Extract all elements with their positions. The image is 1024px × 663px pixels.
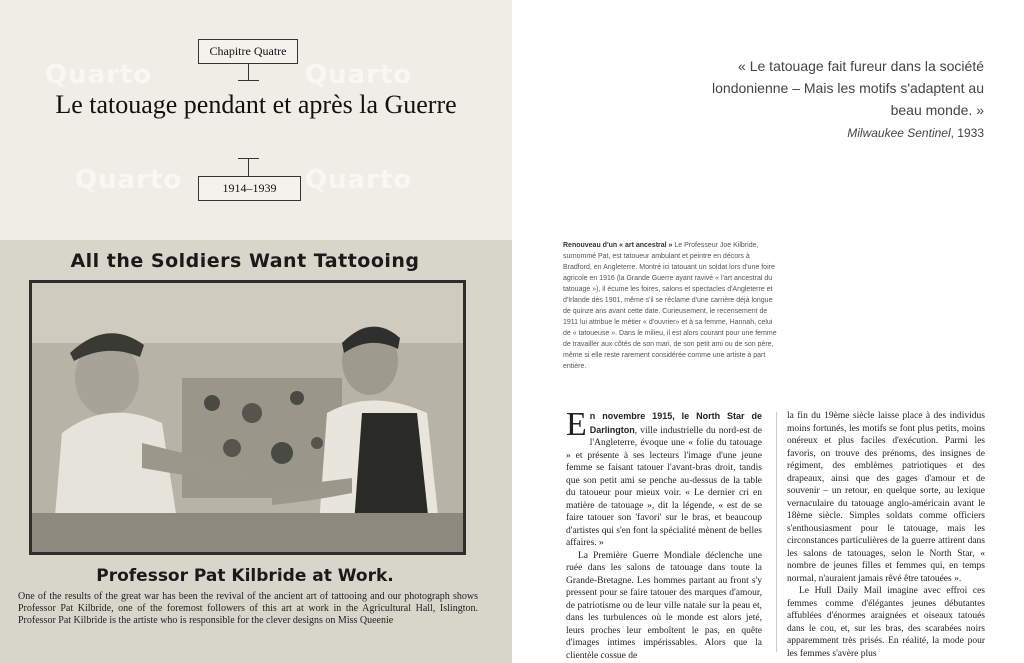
body-paragraph: la fin du 19ème siècle laisse place à des individus moins fortunés, les motifs se font plus petits, moins onéreux et plus faciles d'exécution. Parmi les favoris, on trouve des prénoms, des insignes de régiment, des emblèmes patriotiques et des drapeaux, ainsi que des gages d'amour et de souvenir – un retour, en quelque sorte, au lexique vernaculaire du tatouage anglo-américain avant le 18ème siècle. Simples soldats comme officiers s'enthousiasment pour le tatouage, mais les circonstances particulières de la guerre attirent dans les salons de tatouages, selon le North Star, « nombre de jeunes filles et femmes qui, en temps normal, n'auraient jamais rêvé être tatouées ».: [787, 411, 985, 584]
title-connector: [238, 80, 259, 81]
watermark: Quarto: [45, 60, 153, 90]
clipping-headline: All the Soldiers Want Tattooing: [70, 250, 420, 272]
tattooing-scene-illustration: [32, 283, 463, 552]
sidebar-note: [563, 240, 780, 372]
chapter-title: Le tatouage pendant et après la Guerre: [55, 90, 457, 119]
right-page: [512, 0, 1024, 663]
sidebar-heading: Renouveau d'un « art ancestral »: [563, 242, 673, 249]
title-connector: [248, 64, 249, 80]
chapter-label-text: Chapitre Quatre: [209, 44, 287, 58]
body-column-1: [566, 406, 763, 662]
date-connector: [248, 158, 249, 176]
watermark: Quarto: [305, 165, 413, 195]
body-paragraph: [566, 406, 763, 550]
date-range-text: 1914–1939: [222, 181, 277, 195]
historic-photo: [29, 280, 466, 555]
body-column-2: [787, 410, 985, 660]
column-divider: [776, 412, 777, 652]
clipping-body-text: One of the results of the great war has been the revival of the ancient art of tattooing and our photograph shows Professor Pat Kilbride, one of the foremost followers of this art at work in the Agricultural Hall, Islington. Professor Pat Kilbride is the artiste who is responsible for the clever designs on Miss Queenie: [18, 591, 478, 626]
lead-in: n novembre 1915, le North Star de Darlington: [589, 411, 762, 435]
watermark: Quarto: [75, 165, 183, 195]
chapter-label: [198, 39, 298, 64]
quote-source: [692, 126, 984, 140]
pull-quote: « Le tatouage fait fureur dans la société londonienne – Mais les motifs s'adaptent au beau monde. »: [712, 58, 984, 118]
clipping-caption: Professor Pat Kilbride at Work.: [96, 566, 394, 586]
quote-source-year: , 1933: [950, 126, 984, 140]
body-paragraph: Le Hull Daily Mail imagine avec effroi ces femmes comme d'élégantes jeunes débutantes affublées d'énormes araignées et oiseaux tatoués dans le cou, et, sur les bras, des scarabées noirs apparemment très prisés. En réalité, la mode pour les femmes s'avère plus: [787, 586, 985, 659]
watermark: Quarto: [305, 60, 413, 90]
drop-cap: E: [566, 406, 587, 443]
paragraph-text: , ville industrielle du nord-est de l'Angleterre, évoque une « folie du tatouage » et présente à ses lecteurs l'image d'une jeune femme se faisant tatouer l'avant-bras droit, tandis que son petit ami se penche au-dessus de la table du tatoueur pour mieux voir. « Le dernier cri en matière de tatouage », dit la légende, « est de se faire tatouer son 'favori' sur le bras, et beaucoup d'artistes qui s'en font la spécialité mènent de belles affaires. »: [566, 425, 763, 548]
date-range: [198, 176, 301, 201]
quote-source-title: Milwaukee Sentinel: [847, 126, 951, 140]
body-paragraph: La Première Guerre Mondiale déclenche une ruée dans les salons de tatouage dans toute la Grande-Bretagne. Les hommes partant au front s'y pressent pour se faire tatouer des marques d'amour, de patriotisme ou de leur ville natale sur la peau et, dans les turbulences où le monde est alors jeté, leurs proches leur emboîtent le pas, en quête d'images intimes impérissables. Alors que la clientèle cossue de: [566, 550, 762, 661]
sidebar-text: Le Professeur Joe Kilbride, surnommé Pat, est tatoueur ambulant et peintre en décors à Bradford, en Angleterre. Montré ici tatouant un soldat lors d'une foire agricole en 1916 (la Grande Guerre ayant ravivé « l'art ancestral du tatouage »), il écume les foires, salons et spectacles d'Angleterre et d'Irlande dès 1901, même s'il se réclame d'une carrière déjà longue de quinze ans avant cette date. Curieusement, le recensement de 1911 lui attribue le métier « d'ouvrier» et à sa femme, Hannah, celui de « tatoueuse ». Dans le milieu, il est alors courant pour une femme de travailler aux côtés de son mari, de son petit ami ou de son père, même si elle reste rarement considérée comme une artiste à part entière.: [563, 242, 777, 370]
